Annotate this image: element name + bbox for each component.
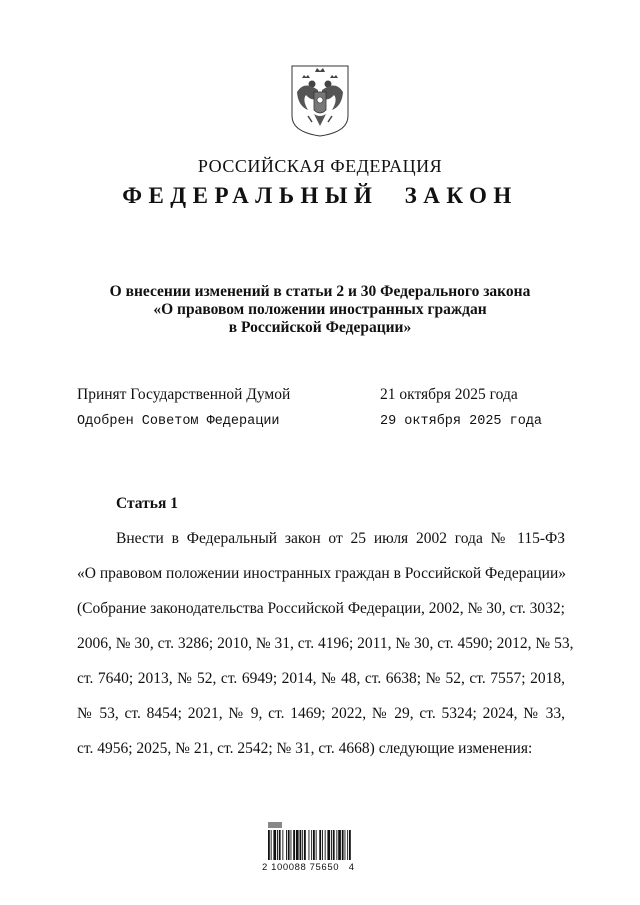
- coat-of-arms-icon: [288, 62, 352, 138]
- article-text-line: ст. 4956; 2025, № 21, ст. 2542; № 31, ст. 4668) следующие изменения:: [77, 740, 533, 757]
- article-text-line: ст. 7640; 2013, № 52, ст. 6949; 2014, № 48, ст. 6638; № 52, ст. 7557; 2018,: [77, 670, 565, 687]
- law-subject-line: «О правовом положении иностранных граждан: [153, 301, 487, 318]
- duma-adoption-label: Принят Государственной Думой: [77, 386, 291, 403]
- council-approval-label: Одобрен Советом Федерации: [77, 414, 280, 429]
- country-name: РОССИЙСКАЯ ФЕДЕРАЦИЯ: [197, 156, 443, 176]
- law-type-title: ФЕДЕРАЛЬНЫЙ ЗАКОН: [122, 183, 518, 208]
- article-heading: Статья 1: [116, 495, 178, 512]
- law-subject-line: в Российской Федерации»: [228, 319, 412, 336]
- article-text-line: № 53, ст. 8454; 2021, № 9, ст. 1469; 2022, № 29, ст. 5324; 2024, № 33,: [77, 705, 565, 722]
- article-text-line: 2006, № 30, ст. 3286; 2010, № 31, ст. 4196; 2011, № 30, ст. 4590; 2012, № 53,: [77, 635, 574, 652]
- article-text-line: (Собрание законодательства Российской Федерации, 2002, № 30, ст. 3032;: [77, 600, 565, 617]
- barcode-icon: [264, 822, 384, 867]
- duma-adoption-date: 21 октября 2025 года: [380, 386, 518, 403]
- law-subject-line: О внесении изменений в статьи 2 и 30 Федерального закона: [109, 283, 531, 300]
- barcode-number: 2 100088 75650 4: [262, 862, 355, 873]
- article-text-line: Внести в Федеральный закон от 25 июля 2002 года № 115-ФЗ: [116, 530, 565, 547]
- law-subject: [0, 283, 640, 337]
- article-text-line: «О правовом положении иностранных граждан в Российской Федерации»: [77, 565, 567, 582]
- council-approval-date: 29 октября 2025 года: [380, 414, 543, 429]
